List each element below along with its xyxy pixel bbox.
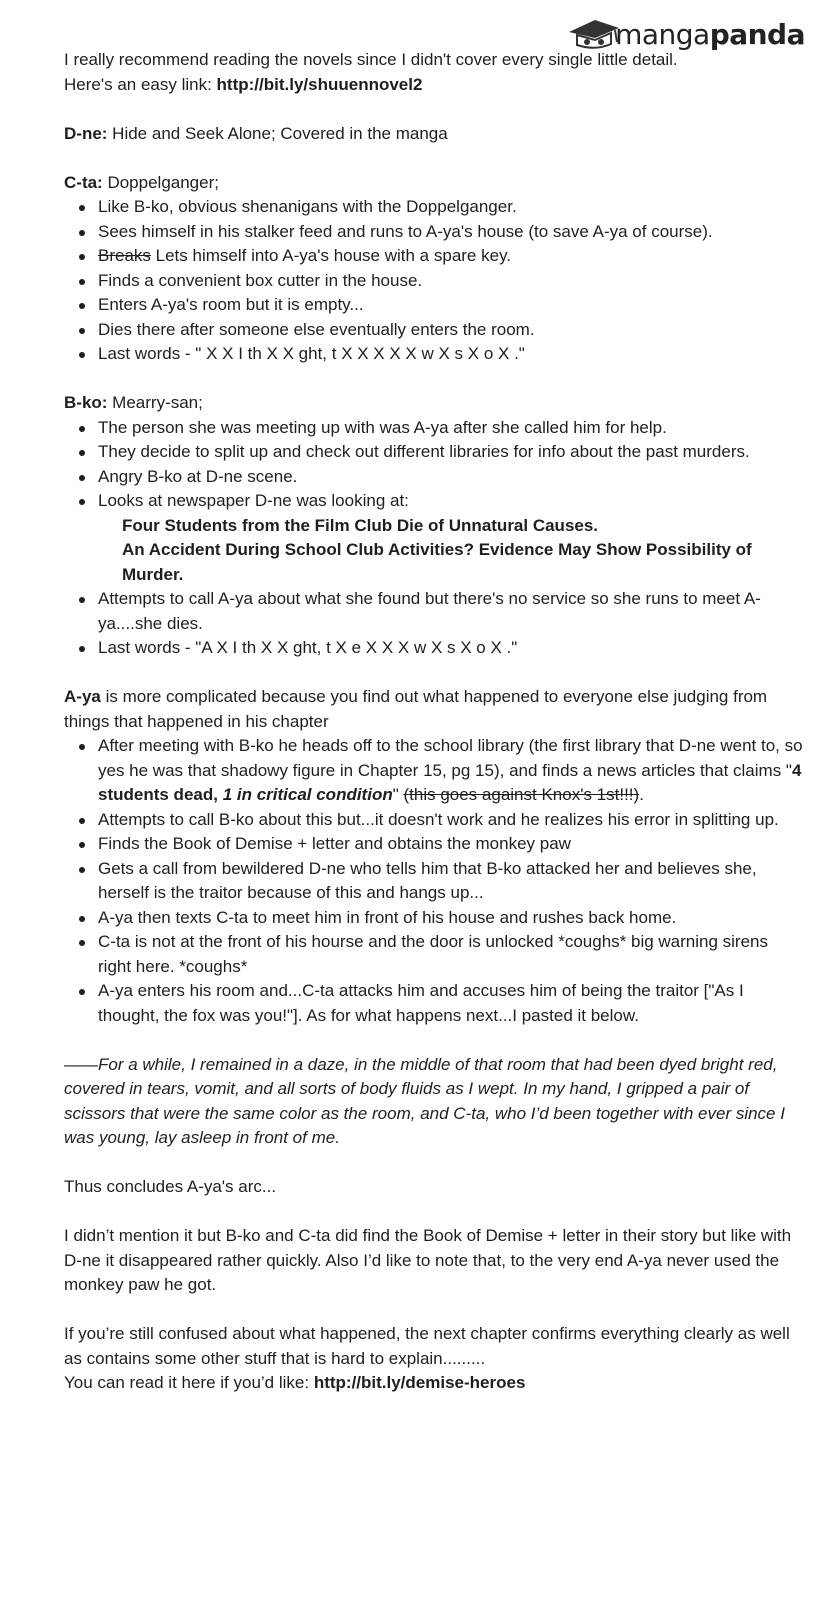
list-item: Attempts to call A-ya about what she found but there's no service so she runs to meet A-ya....she dies. [64,587,804,636]
cta-heading: C-ta: Doppelganger; [64,172,219,192]
list-item: Sees himself in his stalker feed and runs to A-ya's house (to save A-ya of course). [64,220,804,245]
closing-line: If you’re still confused about what happened, the next chapter confirms everything clearly as well as contains some other stuff that is hard to explain......... [64,1324,790,1368]
aya-heading: A-ya is more complicated because you find out what happened to everyone else judging from things that happened in his chapter [64,687,768,731]
newspaper-headline: An Accident During School Club Activities? Evidence May Show Possibility of Murder. [122,540,752,584]
list-item: Dies there after someone else eventually enters the room. [64,318,804,343]
conclusion-line: Thus concludes A-ya's arc... [64,1177,277,1196]
intro-line: I really recommend reading the novels since I didn't cover every single little detail. [64,50,678,69]
note-paragraph: I didn’t mention it but B-ko and C-ta did find the Book of Demise + letter in their story but like with D-ne it disappeared rather quickly. Also I’d like to note that, to the very end A-ya never used the monkey paw he got. [64,1226,792,1294]
newspaper-headline: Four Students from the Film Club Die of Unnatural Causes. [122,515,599,535]
list-item: Last words - "A X I th X X ght, t X e X X X w X s X o X ." [64,636,804,661]
list-item: Finds the Book of Demise + letter and obtains the monkey paw [64,832,804,857]
bko-heading: B-ko: Mearry-san; [64,393,203,412]
list-item: After meeting with B-ko he heads off to the school library (the first library that D-ne went to, so yes he was that shadowy figure in Chapter 15, pg 15), and finds a news articles that claims "4 students dead, 1 in critical condition" (this goes against Knox's 1st!!!). [64,734,804,808]
demise-heroes-link[interactable]: http://bit.ly/demise-heroes [313,1373,526,1392]
aya-list [64,734,804,1028]
document-body [64,48,804,1396]
list-item: Enters A-ya's room but it is empty... [64,293,804,318]
list-item: A-ya enters his room and...C-ta attacks him and accuses him of being the traitor ["As I thought, the fox was you!"]. As for what happens next...I pasted it below. [64,979,804,1028]
intro-link-line: Here's an easy link: http://bit.ly/shuuennovel2 [64,74,423,94]
mangapanda-logo [565,16,805,52]
list-item: C-ta is not at the front of his hourse and the door is unlocked *coughs* big warning sirens right here. *coughs* [64,930,804,979]
cta-label: C-ta: [64,172,103,192]
list-item: The person she was meeting up with was A-ya after she called him for help. [64,416,804,441]
cta-list [64,195,804,367]
bko-list [64,416,804,661]
list-item: Angry B-ko at D-ne scene. [64,465,804,490]
dne-section: D-ne: Hide and Seek Alone; Covered in the manga [64,123,448,143]
closing-link-line: You can read it here if you’d like: http://bit.ly/demise-heroes [64,1373,526,1392]
list-item: Last words - " X X I th X X ght, t X X X X X w X s X o X ." [64,342,804,367]
novel-quote: ——For a while, I remained in a daze, in the middle of that room that had been dyed bright red, covered in tears, vomit, and all sorts of body fluids as I wept. In my hand, I gripped a pair of scissors that were the same color as the room, and C-ta, who I’d been together with ever since I was young, lay asleep in front of me. [64,1054,785,1147]
list-item: Finds a convenient box cutter in the house. [64,269,804,294]
list-item: Looks at newspaper D-ne was looking at: Four Students from the Film Club Die of Unnatural Causes. An Accident During School Club Activities? Evidence May Show Possibility of Murder. [64,489,804,587]
list-item: Like B-ko, obvious shenanigans with the Doppelganger. [64,195,804,220]
novel-link[interactable]: http://bit.ly/shuuennovel2 [216,74,423,94]
list-item: Breaks Lets himself into A-ya's house with a spare key. [64,244,804,269]
list-item: Attempts to call B-ko about this but...it doesn't work and he realizes his error in splitting up. [64,808,804,833]
list-item: Gets a call from bewildered D-ne who tells him that B-ko attacked her and believes she, herself is the traitor because of this and hangs up... [64,857,804,906]
list-item: They decide to split up and check out different libraries for info about the past murders. [64,440,804,465]
list-item: A-ya then texts C-ta to meet him in front of his house and rushes back home. [64,906,804,931]
dne-label: D-ne: [64,123,108,143]
logo-wordmark: mangapanda [615,17,805,51]
bko-label: B-ko: [64,393,108,412]
aya-label: A-ya [64,687,101,706]
